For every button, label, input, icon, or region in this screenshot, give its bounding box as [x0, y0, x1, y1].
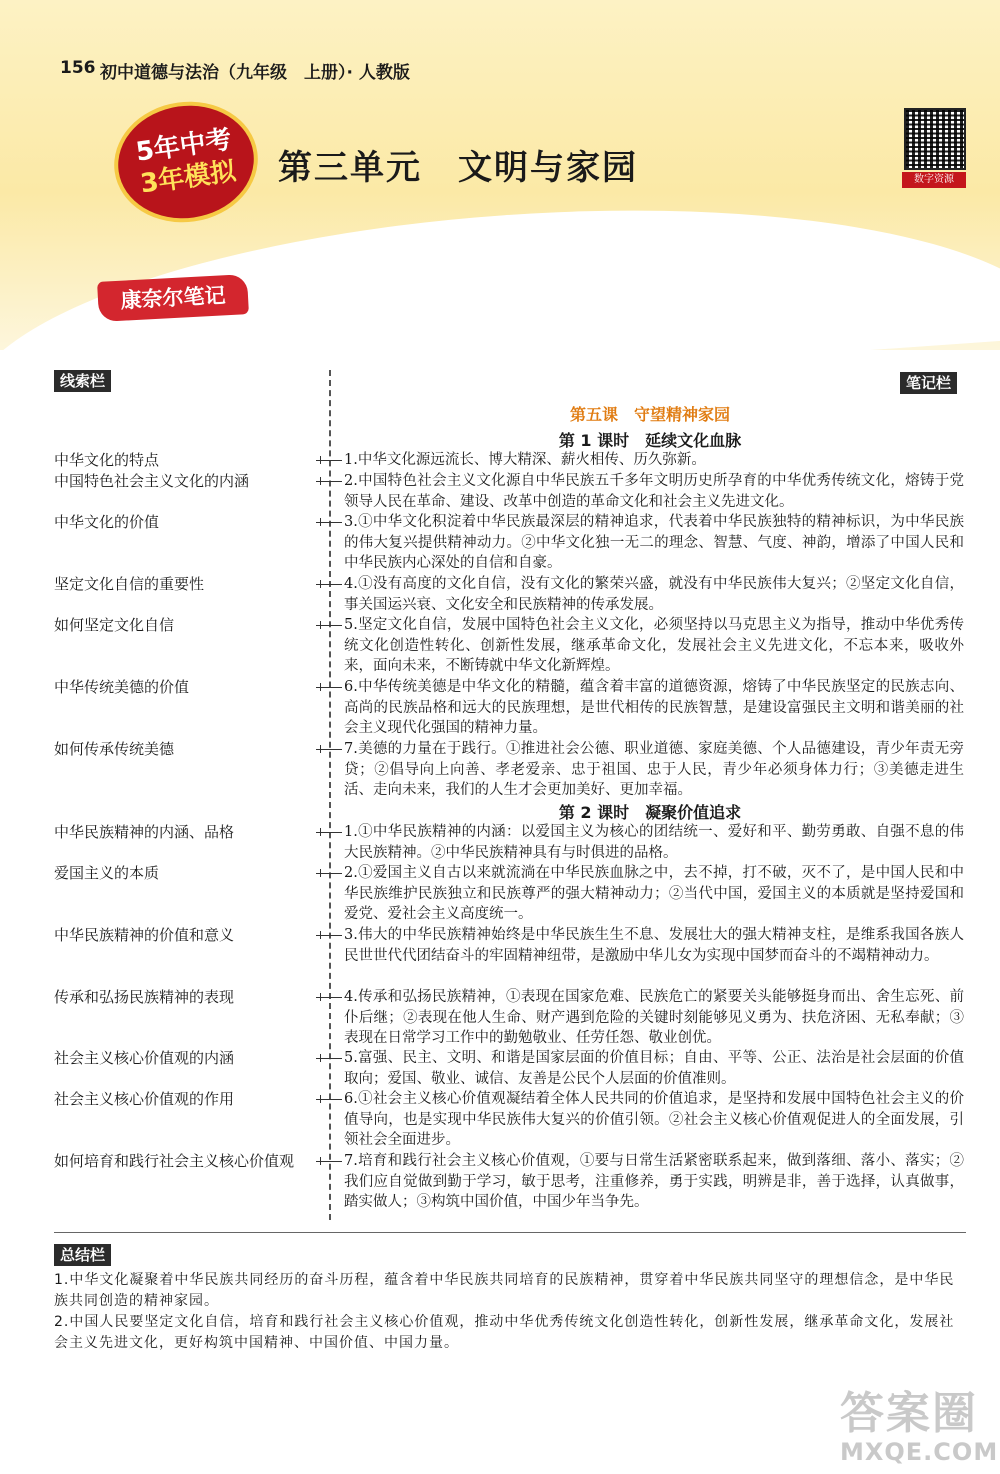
note-item: 1.中华文化源远流长、博大精深、薪火相传、历久弥新。 — [344, 452, 706, 468]
clue-item: 如何培育和践行社会主义核心价值观 — [54, 1152, 295, 1170]
leader-line — [316, 935, 342, 936]
clue-item: 中国特色社会主义文化的内涵 — [54, 472, 250, 490]
clue-item: 中华民族精神的内涵、品格 — [54, 823, 235, 841]
note-item: 3.伟大的中华民族精神始终是中华民族生生不息、发展壮大的强大精神支柱，是维系我国各族人民世世代代团结奋斗的牢固精神纽带，是激励中华儿女为实现中国梦而奋斗的不竭精神动力。 — [344, 927, 964, 964]
leader-line — [316, 522, 342, 523]
note-item: 2.①爱国主义自古以来就流淌在中华民族血脉之中，去不掉，打不破，灭不了，是中国人民和中华民族维护民族独立和民族尊严的强大精神动力；②当代中国，爱国主义的本质就是坚持爱国和爱党、爱社会主义高度统一。 — [344, 865, 964, 922]
note-item: 7.美德的力量在于践行。①推进社会公德、职业道德、家庭美德、个人品德建设，青少年责无旁贷；②倡导向上向善、孝老爱亲、忠于祖国、忠于人民，青少年必须身体力行；③美德走进生活、走向未来，我们的人生才会更加美好、更加幸福。 — [344, 741, 964, 798]
watermark-line-2: MXQE.COM — [840, 1438, 999, 1466]
leader-line — [316, 481, 342, 482]
watermark — [840, 1388, 999, 1466]
logo-line-2: 3年模拟 — [138, 156, 238, 200]
lesson-period-2: 第 2 课时 凝聚价值追求 — [558, 803, 742, 822]
clue-item: 如何传承传统美德 — [54, 740, 175, 758]
clue-item: 中华文化的价值 — [54, 513, 160, 531]
clue-column-label: 线索栏 — [54, 370, 111, 392]
note-column-label: 笔记栏 — [900, 372, 957, 394]
leader-line — [316, 460, 342, 461]
note-item: 5.富强、民主、文明、和谐是国家层面的价值目标；自由、平等、公正、法治是社会层面的价值取向；爱国、敬业、诚信、友善是公民个人层面的价值准则。 — [344, 1050, 964, 1087]
note-item: 2.中国特色社会主义文化源自中华民族五千多年文明历史所孕育的中华优秀传统文化，熔铸于党领导人民在革命、建设、改革中创造的革命文化和社会主义先进文化。 — [344, 473, 964, 510]
note-item: 4.传承和弘扬民族精神，①表现在国家危难、民族危亡的紧要关头能够挺身而出、舍生忘死、前仆后继；②表现在他人生命、财产遇到危险的关键时刻能够见义勇为、扶危济困、无私奉献；③表现在日常学习工作中的勤勉敬业、任劳任怨、敬业创优。 — [344, 989, 964, 1046]
clue-item: 如何坚定文化自信 — [54, 616, 175, 634]
lesson-period-1: 第 1 课时 延续文化血脉 — [558, 431, 742, 450]
clue-item: 坚定文化自信的重要性 — [54, 575, 205, 593]
note-item: 3.①中华文化积淀着中华民族最深层的精神追求，代表着中华民族独特的精神标识，为中华民族的伟大复兴提供精神动力。②中华文化独一无二的理念、智慧、气度、神韵，增添了中国人民和中华民族内心深处的自信和自豪。 — [344, 514, 964, 571]
clue-item: 社会主义核心价值观的内涵 — [54, 1049, 235, 1067]
summary-item: 1.中华文化凝聚着中华民族共同经历的奋斗历程，蕴含着中华民族共同培育的民族精神，贯穿着中华民族共同坚守的理想信念，是中华民族共同创造的精神家园。 — [54, 1272, 955, 1309]
summary-column-label: 总结栏 — [54, 1244, 111, 1266]
summary-separator — [54, 1232, 966, 1233]
book-title: 初中道德与法治（九年级 上册）· 人教版 — [100, 63, 410, 83]
column-divider — [329, 370, 331, 1220]
note-item: 7.培育和践行社会主义核心价值观，①要与日常生活紧密联系起来，做到落细、落小、落实；②我们应自觉做到勤于学习，敏于思考，注重修养，勇于实践，明辨是非，善于选择，认真做事，踏实做人；③构筑中国价值，中国少年当争先。 — [344, 1153, 964, 1210]
clue-item: 传承和弘扬民族精神的表现 — [54, 988, 235, 1006]
logo-line-1: 5年中考 — [134, 124, 234, 168]
note-item: 6.①社会主义核心价值观凝结着全体人民共同的价值追求，是坚持和发展中国特色社会主义的价值导向，也是实现中华民族伟大复兴的价值引领。②社会主义核心价值观促进人的全面发展，引领社会全面进步。 — [344, 1091, 964, 1148]
clue-item: 中华文化的特点 — [54, 451, 160, 469]
leader-line — [316, 749, 342, 750]
note-item: 6.中华传统美德是中华文化的精髓，蕴含着丰富的道德资源，熔铸了中华民族坚定的民族志向、高尚的民族品格和远大的民族理想，是世代相传的民族智慧，是建设富强民主文明和谐美丽的社会主义现代化强国的精神力量。 — [344, 679, 964, 736]
clue-item: 社会主义核心价值观的作用 — [54, 1090, 235, 1108]
leader-line — [316, 1058, 342, 1059]
note-item: 4.①没有高度的文化自信，没有文化的繁荣兴盛，就没有中华民族伟大复兴；②坚定文化自信，事关国运兴衰、文化安全和民族精神的传承发展。 — [344, 576, 964, 613]
page-number: 156 — [60, 58, 96, 78]
leader-line — [316, 584, 342, 585]
leader-line — [316, 625, 342, 626]
unit-title: 第三单元 文明与家园 — [278, 148, 638, 188]
leader-line — [316, 1099, 342, 1100]
qr-label: 数字资源 — [902, 172, 966, 188]
clue-item: 爱国主义的本质 — [54, 864, 160, 882]
clue-item: 中华民族精神的价值和意义 — [54, 926, 235, 944]
section-badge: 康奈尔笔记 — [97, 274, 249, 322]
clue-item: 中华传统美德的价值 — [54, 678, 190, 696]
watermark-line-1: 答案圈 — [840, 1388, 978, 1439]
leader-line — [316, 873, 342, 874]
summary-item: 2.中国人民要坚定文化自信，培育和践行社会主义核心价值观，推动中华优秀传统文化创造性转化，创新性发展，继承革命文化，发展社会主义先进文化，更好构筑中国精神、中国价值、中国力量。 — [54, 1314, 955, 1351]
leader-line — [316, 687, 342, 688]
note-item: 5.坚定文化自信，发展中国特色社会主义文化，必须坚持以马克思主义为指导，推动中华优秀传统文化创造性转化、创新性发展，继承革命文化，发展社会主义先进文化，不忘本来，吸收外来，面向未来，不断铸就中华文化新辉煌。 — [344, 617, 964, 674]
qr-code-icon[interactable] — [904, 108, 966, 170]
leader-line — [316, 832, 342, 833]
leader-line — [316, 1161, 342, 1162]
note-item: 1.①中华民族精神的内涵：以爱国主义为核心的团结统一、爱好和平、勤劳勇敢、自强不息的伟大民族精神。②中华民族精神具有与时俱进的品格。 — [344, 824, 964, 861]
leader-line — [316, 997, 342, 998]
lesson-title: 第五课 守望精神家园 — [569, 405, 730, 424]
